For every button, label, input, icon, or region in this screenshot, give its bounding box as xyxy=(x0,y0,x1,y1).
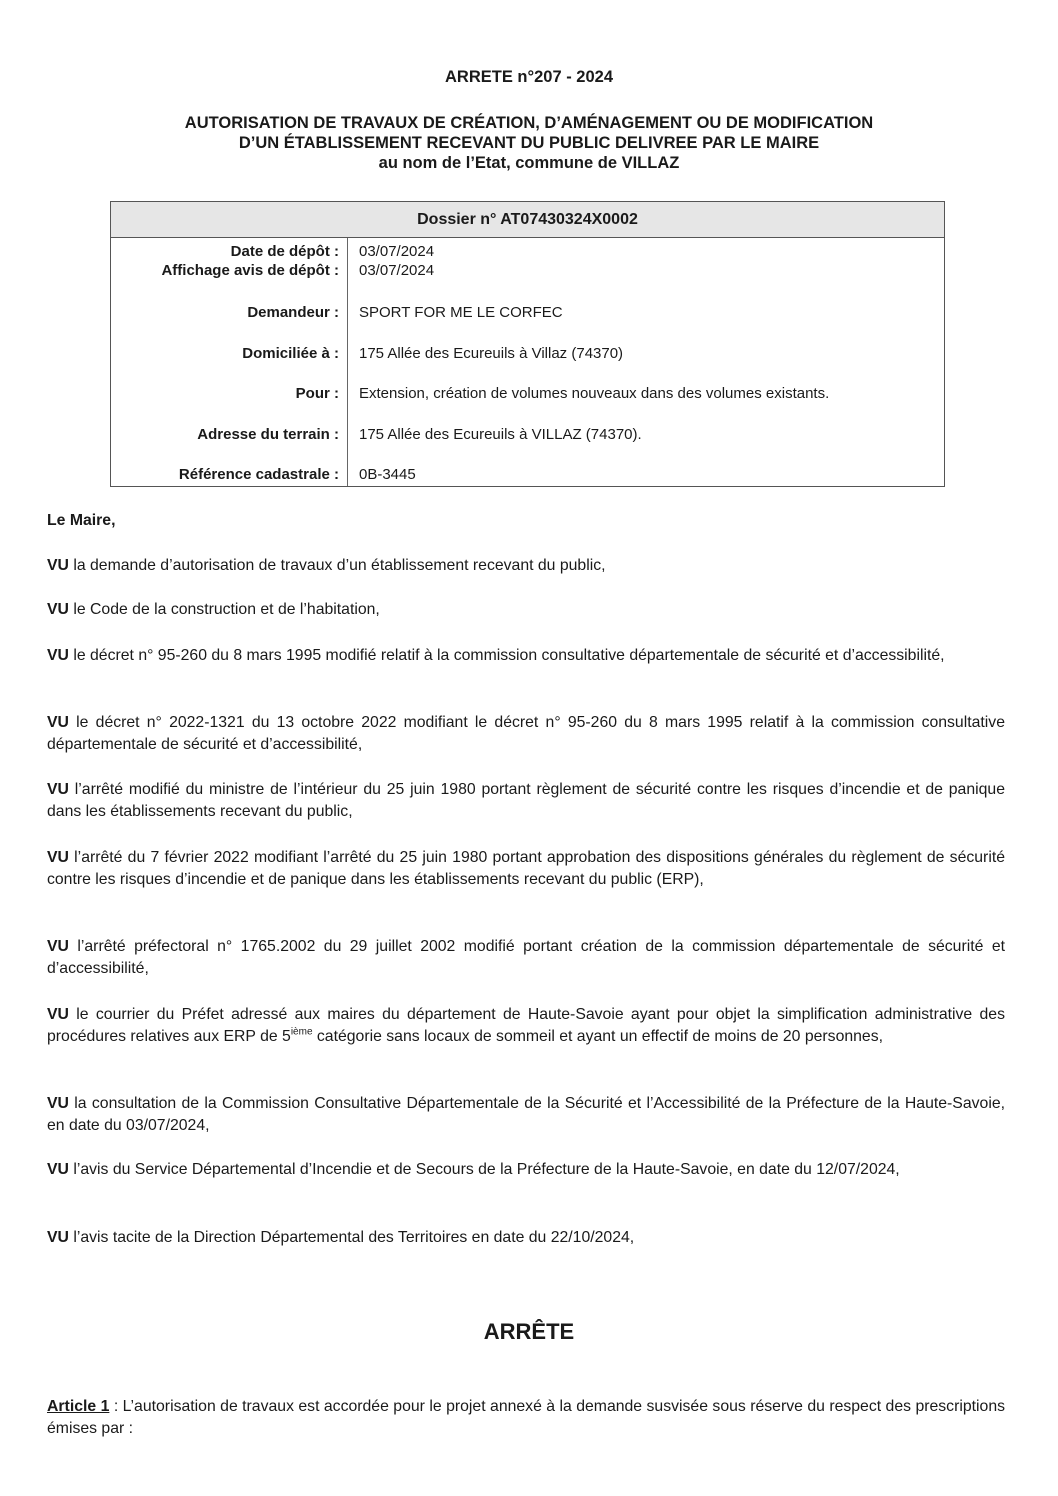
field-value: 03/07/2024 xyxy=(359,243,435,260)
vu-keyword: VU xyxy=(47,781,69,798)
vu-keyword: VU xyxy=(47,849,69,866)
vu-paragraph xyxy=(47,1159,1005,1181)
field-label: Date de dépôt : xyxy=(230,243,339,260)
vu-text: la consultation de la Commission Consultative Départementale de la Sécurité et l’Accessibilité de la Préfecture de la Haute-Savoie, en date du 03/07/2024, xyxy=(47,1095,1005,1134)
vu-text: l’arrêté du 7 février 2022 modifiant l’arrêté du 25 juin 1980 portant approbation des dispositions générales du règlement de sécurité contre les risques d’incendie et de panique dans les établissements recevant du public (ERP), xyxy=(47,849,1005,888)
field-label: Pour : xyxy=(295,385,339,402)
vu-keyword: VU xyxy=(47,938,69,955)
field-value: Extension, création de volumes nouveaux dans des volumes existants. xyxy=(359,385,830,402)
intro-line xyxy=(47,510,1005,532)
vu-keyword: VU xyxy=(47,1095,69,1112)
field-label: Référence cadastrale : xyxy=(178,466,339,483)
vu-paragraph xyxy=(47,599,1005,621)
vu-paragraph xyxy=(47,936,1005,980)
field-label: Adresse du terrain : xyxy=(197,426,339,443)
arrete-heading: ARRÊTE xyxy=(483,1319,575,1344)
subtitle-line: au nom de l’Etat, commune de VILLAZ xyxy=(378,154,680,172)
vu-keyword: VU xyxy=(47,1161,69,1178)
vu-text: l’arrêté modifié du ministre de l’intérieur du 25 juin 1980 portant règlement de sécurité contre les risques d’incendie et de panique dans les établissements recevant du public, xyxy=(47,781,1005,820)
vu-paragraph xyxy=(47,1004,1005,1048)
dossier-row-cadastre xyxy=(111,466,944,486)
document-subtitle xyxy=(0,113,1058,173)
vu-text: catégorie sans locaux de sommeil et ayant un effectif de moins de 20 personnes, xyxy=(312,1028,884,1045)
vu-text: l’arrêté préfectoral n° 1765.2002 du 29 juillet 2002 modifié portant création de la commission départementale de sécurité et d’accessibilité, xyxy=(47,938,1005,977)
vu-paragraph xyxy=(47,847,1005,891)
vu-keyword: VU xyxy=(47,601,69,618)
vu-keyword: VU xyxy=(47,714,69,731)
article-1-label: Article 1 xyxy=(47,1398,110,1415)
dossier-row-date-depot xyxy=(111,243,944,263)
vu-paragraph xyxy=(47,1093,1005,1137)
vu-paragraph xyxy=(47,645,1005,667)
field-label: Domiciliée à : xyxy=(242,345,339,362)
dossier-box xyxy=(110,201,945,487)
vu-text: l’avis du Service Départemental d’Incendie et de Secours de la Préfecture de la Haute-Savoie, en date du 12/07/2024, xyxy=(68,1161,900,1178)
field-value: 175 Allée des Ecureuils à Villaz (74370) xyxy=(359,345,624,362)
vu-text: le décret n° 95-260 du 8 mars 1995 modifié relatif à la commission consultative départementale de sécurité et d’accessibilité, xyxy=(68,647,945,664)
dossier-number: Dossier n° AT07430324X0002 xyxy=(111,202,944,238)
dossier-row-affichage xyxy=(111,262,944,282)
vu-keyword: VU xyxy=(47,647,69,664)
field-label: Affichage avis de dépôt : xyxy=(161,262,339,279)
dossier-row-pour xyxy=(111,385,944,405)
vu-text: le Code de la construction et de l’habitation, xyxy=(68,601,380,618)
field-value: 175 Allée des Ecureuils à VILLAZ (74370). xyxy=(359,426,642,443)
article-1-text: : L’autorisation de travaux est accordée pour le projet annexé à la demande susvisée sous réserve du respect des prescriptions émises par : xyxy=(47,1398,1006,1437)
field-value: 0B-3445 xyxy=(359,466,416,483)
intro-text: Le Maire, xyxy=(47,512,116,529)
vu-text: la demande d’autorisation de travaux d’un établissement recevant du public, xyxy=(68,557,606,574)
dossier-row-demandeur xyxy=(111,304,944,324)
vu-paragraph xyxy=(47,555,1005,577)
field-value: SPORT FOR ME LE CORFEC xyxy=(359,304,563,321)
subtitle-line: D’UN ÉTABLISSEMENT RECEVANT DU PUBLIC DELIVREE PAR LE MAIRE xyxy=(238,134,820,152)
field-label: Demandeur : xyxy=(247,304,339,321)
vu-keyword: VU xyxy=(47,1229,69,1246)
vu-keyword: VU xyxy=(47,557,69,574)
article-1 xyxy=(47,1396,1005,1440)
vu-keyword: VU xyxy=(47,1006,69,1023)
vu-paragraph xyxy=(47,779,1005,823)
vu-text: le courrier du Préfet adressé aux maires du département de Haute-Savoie ayant pour objet la simplification administrative des procédures relatives aux ERP de 5 xyxy=(47,1006,1005,1045)
vu-text: l’avis tacite de la Direction Départemental des Territoires en date du 22/10/2024, xyxy=(68,1229,635,1246)
dossier-row-domiciliee xyxy=(111,345,944,365)
vu-paragraph xyxy=(47,712,1005,756)
document-title: ARRETE n°207 - 2024 xyxy=(445,68,613,86)
vu-paragraph xyxy=(47,1227,1005,1249)
field-value: 03/07/2024 xyxy=(359,262,435,279)
subtitle-line: AUTORISATION DE TRAVAUX DE CRÉATION, D’AMÉNAGEMENT OU DE MODIFICATION xyxy=(184,114,874,132)
vu-text: le décret n° 2022-1321 du 13 octobre 2022 modifiant le décret n° 95-260 du 8 mars 1995 relatif à la commission consultative départementale de sécurité et d’accessibilité, xyxy=(47,714,1005,753)
dossier-row-adresse-terrain xyxy=(111,426,944,446)
superscript: ième xyxy=(290,1026,313,1038)
